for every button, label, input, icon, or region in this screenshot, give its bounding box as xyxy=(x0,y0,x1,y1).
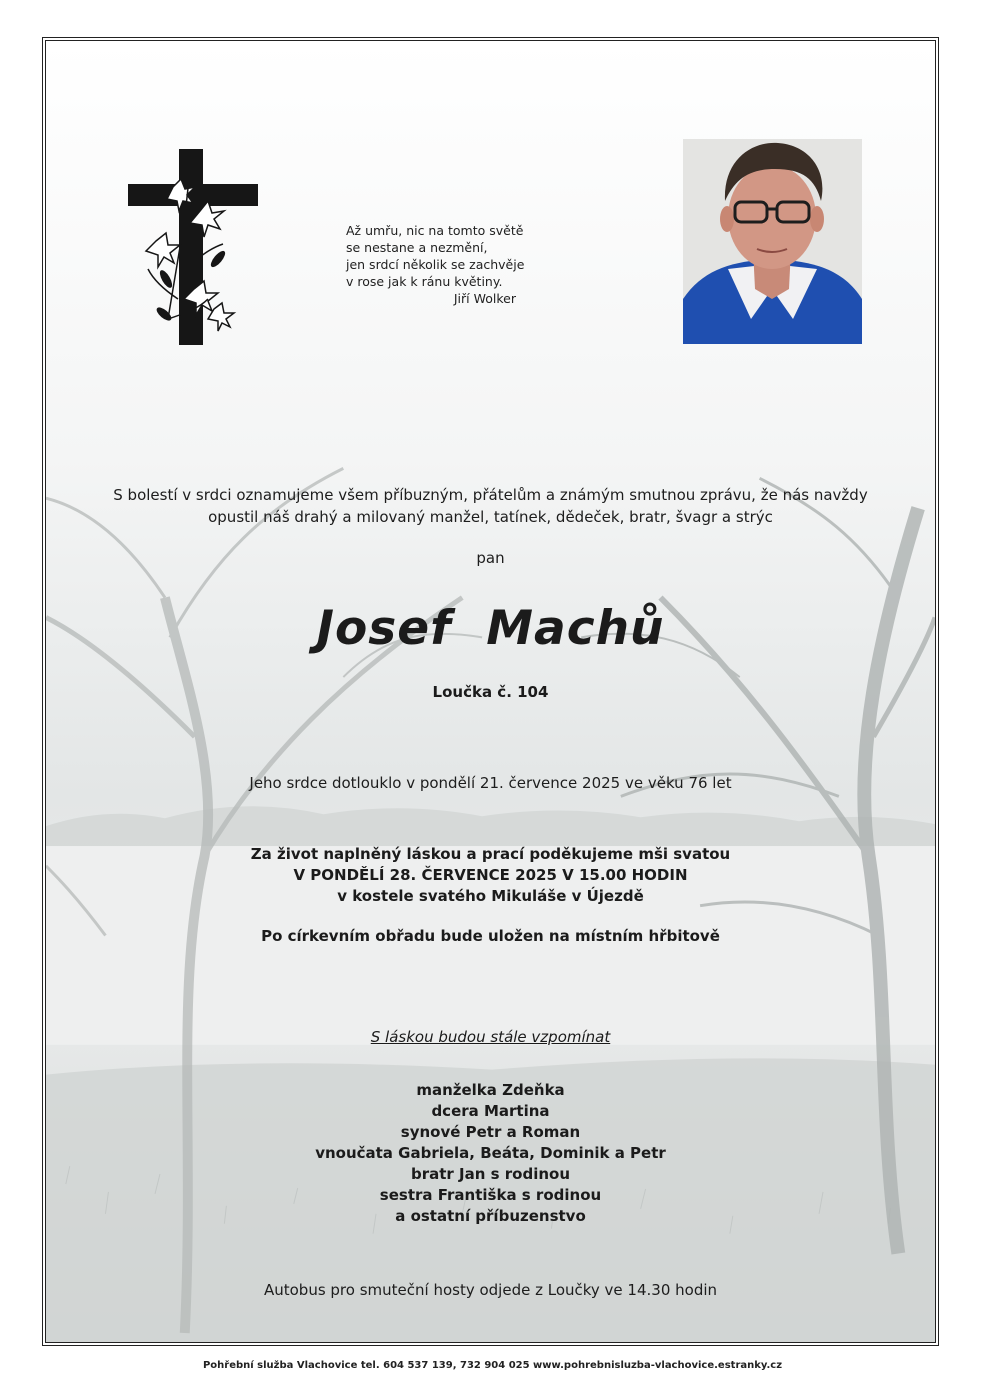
poem-author: Jiří Wolker xyxy=(453,291,516,306)
burial-info: Po církevním obřadu bude uložen na místním hřbitově xyxy=(261,927,720,945)
poem xyxy=(346,222,546,307)
mourner-item: synové Petr a Roman xyxy=(400,1123,581,1141)
mourner-item: sestra Františka s rodinou xyxy=(379,1186,602,1204)
mourner-item: vnoučata Gabriela, Beáta, Dominik a Petr xyxy=(315,1144,666,1162)
ceremony-info xyxy=(46,844,935,907)
deceased-name: Josef Machů xyxy=(316,601,665,656)
mourner-item: dcera Martina xyxy=(431,1102,550,1120)
portrait-photo xyxy=(683,139,862,344)
mourner-item: manželka Zdeňka xyxy=(416,1081,565,1099)
salutation: pan xyxy=(476,549,505,567)
intro-line: S bolestí v srdci oznamujeme všem příbuzným, přátelům a známým smutnou zprávu, že nás navždy xyxy=(113,486,868,504)
poem-line: se nestane a nezmění, xyxy=(346,240,488,255)
announcement-intro xyxy=(46,484,935,528)
deceased-address: Loučka č. 104 xyxy=(432,683,549,701)
funeral-service-footer: Pohřební služba Vlachovice tel. 604 537 139, 732 904 025 www.pohrebnisluzba-vlachovice.estranky.cz xyxy=(202,1360,783,1371)
death-notice: Jeho srdce dotlouklo v pondělí 21. července 2025 ve věku 76 let xyxy=(249,774,732,792)
intro-line: opustil náš drahý a milovaný manžel, tatínek, dědeček, bratr, švagr a strýc xyxy=(208,508,773,526)
poem-line: Až umřu, nic na tomto světě xyxy=(346,223,524,238)
ceremony-place: v kostele svatého Mikuláše v Újezdě xyxy=(337,887,644,905)
ceremony-line: Za život naplněný láskou a prací poděkujeme mši svatou xyxy=(250,845,731,863)
bus-info: Autobus pro smuteční hosty odjede z Loučky ve 14.30 hodin xyxy=(263,1281,718,1299)
poem-line: jen srdcí několik se zachvěje xyxy=(346,257,525,272)
mourners-heading: S láskou budou stále vzpomínat xyxy=(370,1028,611,1046)
mourners-list xyxy=(46,1080,935,1227)
ceremony-datetime: V PONDĚLÍ 28. ČERVENCE 2025 V 15.00 HODIN xyxy=(293,866,688,884)
cross-with-lilies-icon xyxy=(128,149,258,345)
obituary-frame xyxy=(42,37,939,1346)
mourner-item: bratr Jan s rodinou xyxy=(410,1165,571,1183)
poem-line: v rose jak k ránu květiny. xyxy=(346,274,503,289)
mourner-item: a ostatní příbuzenstvo xyxy=(395,1207,586,1225)
